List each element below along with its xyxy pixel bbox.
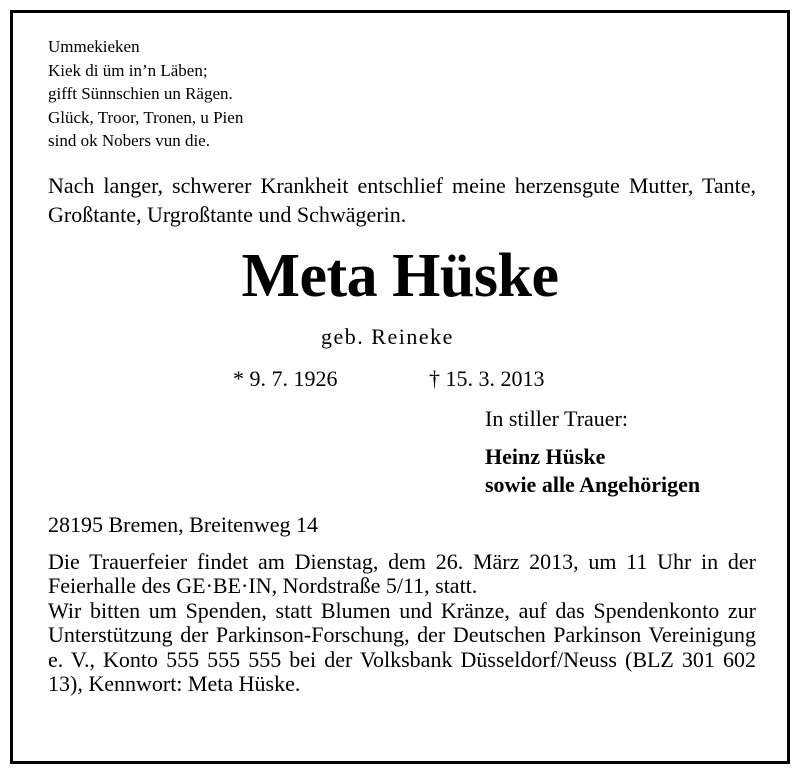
poem-line: sind ok Nobers vun die. bbox=[48, 131, 210, 150]
death-date: † 15. 3. 2013 bbox=[429, 366, 545, 391]
survivor-name: sowie alle Angehörigen bbox=[485, 472, 701, 497]
birth-date: * 9. 7. 1926 bbox=[233, 366, 338, 391]
obituary-notice bbox=[10, 10, 790, 764]
survivor-name: Heinz Hüske bbox=[485, 444, 606, 469]
donation-info: Wir bitten um Spenden, statt Blumen und Kränze, auf das Spendenkonto zur Unterstützung der Parkinson-Forschung, der Deutschen Parkinson Vereinigung e. V., Konto 555 555 555 bei der Volksbank Düsseldorf/Neuss (BLZ 301 602 13), Kennwort: Meta Hüske. bbox=[48, 598, 756, 697]
poem-line: Kiek di üm in’n Läben; bbox=[48, 60, 208, 80]
poem-line: Ummekieken bbox=[48, 37, 140, 56]
poem-line: Glück, Troor, Tronen, u Pien bbox=[48, 107, 244, 127]
deceased-name: Meta Hüske bbox=[241, 242, 559, 310]
poem-line: gifft Sünnschien un Rägen. bbox=[48, 84, 233, 103]
intro-text: Nach langer, schwerer Krankheit entschlief meine herzensgute Mutter, Tante, Großtante, Urgroßtante und Schwägerin. bbox=[48, 173, 756, 227]
mourning-heading: In stiller Trauer: bbox=[485, 406, 628, 431]
poem bbox=[48, 35, 243, 153]
funeral-info: Die Trauerfeier findet am Dienstag, dem 26. März 2013, um 11 Uhr in der Feierhalle des GE·BE·IN, Nordstraße 5/11, statt. bbox=[48, 549, 756, 598]
maiden-name: geb. Reineke bbox=[321, 324, 454, 349]
address: 28195 Bremen, Breitenweg 14 bbox=[48, 512, 319, 537]
survivors bbox=[485, 443, 700, 499]
